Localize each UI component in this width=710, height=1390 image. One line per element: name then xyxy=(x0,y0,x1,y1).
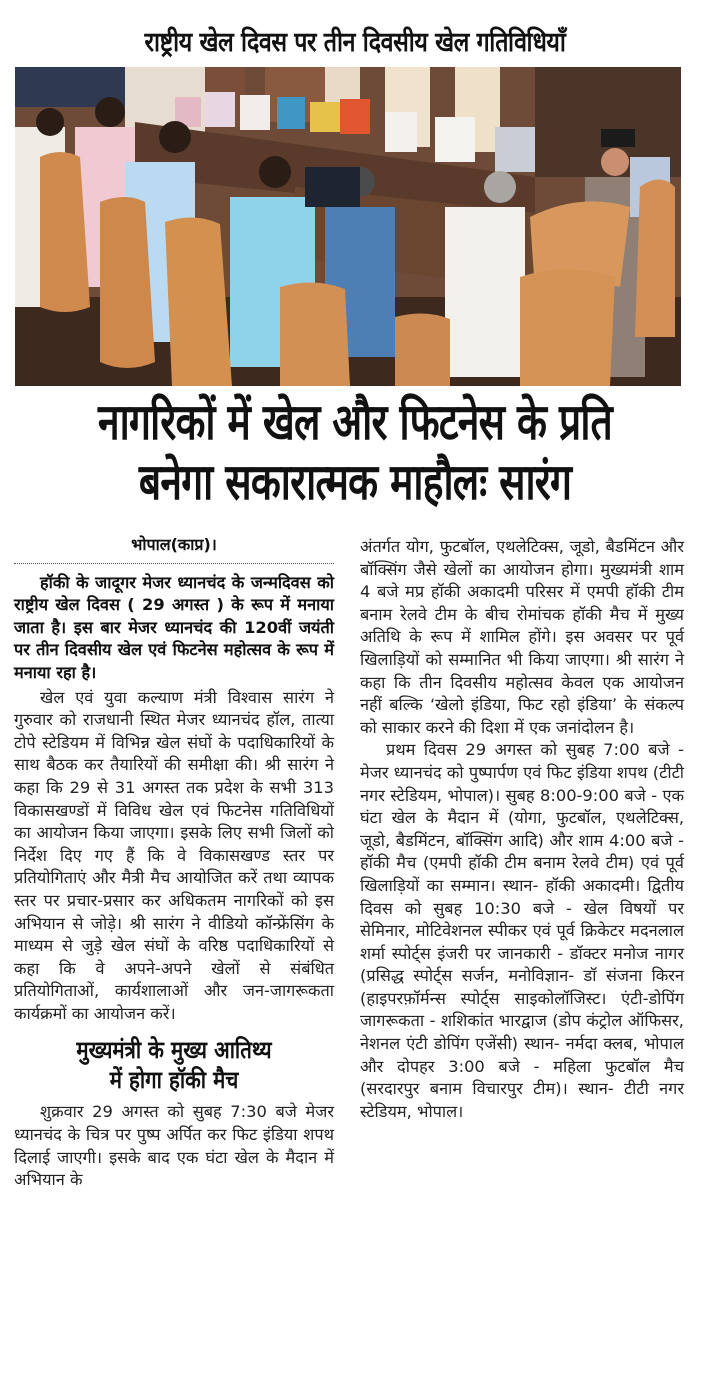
subheading-line-2: में होगा हॉकी मैच xyxy=(109,1066,239,1095)
meeting-photo xyxy=(15,67,681,386)
left-column xyxy=(14,534,334,1192)
right-column xyxy=(360,536,684,1123)
main-headline xyxy=(0,392,710,512)
body-paragraph: अंतर्गत योग, फुटबॉल, एथलेटिक्स, जूडो, बैडमिंटन और बॉक्सिंग जैसे खेलों का आयोजन होगा। मुख्यमंत्री शाम 4 बजे मप्र हॉकी अकादमी परिसर में एमपी हॉकी टीम बनाम रेलवे टीम के बीच रोमांचक हॉकी मैच में मुख्य अतिथि के रूप में शामिल होंगे। इस अवसर पर पूर्व खिलाड़ियों को सम्मानित भी किया जाएगा। श्री सारंग ने कहा कि तीन दिवसीय महोत्सव केवल एक आयोजन नहीं बल्कि ‘खेलो इंडिया, फिट रहो इंडिया’ के संकल्प को साकार करने की दिशा में एक जनांदोलन है। xyxy=(360,537,684,737)
dateline: भोपाल(काप्र)। xyxy=(131,535,217,554)
meeting-photo-illustration xyxy=(15,67,681,386)
divider xyxy=(14,563,334,564)
headline-line-2: बनेगा सकारात्मक माहौलः सारंग xyxy=(138,453,572,511)
subheading-line-1: मुख्यमंत्री के मुख्य आतिथ्य xyxy=(76,1036,272,1065)
body-paragraph: खेल एवं युवा कल्याण मंत्री विश्वास सारंग ने गुरुवार को राजधानी स्थित मेजर ध्यानचंद हॉल, तात्या टोपे स्टेडियम में विभिन्न खेल संघों के पदाधिकारियों के साथ बैठक कर तैयारियों की समीक्षा की। श्री सारंग ने कहा कि 29 से 31 अगस्त तक प्रदेश के सभी 313 विकासखण्डों में विविध खेल एवं फिटनेस गतिविधियों का आयोजन किया जाएगा। इसके लिए सभी जिलों को निर्देश दिए गए हैं कि वे विकासखण्ड स्तर पर प्रतियोगिताएं और मैत्री मैच आयोजित करें तथा व्यापक स्तर पर प्रचार-प्रसार कर अधिकतम नागरिकों को इस अभियान से जोड़े। श्री सारंग ने वीडियो कॉन्फ्रेंसिंग के माध्यम से जुड़े खेल संघों के वरिष्ठ पदाधिकारियों से कहा कि वे अपने-अपने खेलों से संबंधित प्रतियोगिताओं, कार्यशालाओं और जन-जागरूकता कार्यक्रमों का आयोजन करें। xyxy=(14,687,334,1023)
intro-paragraph: हॉकी के जादूगर मेजर ध्यानचंद के जन्मदिवस को राष्ट्रीय खेल दिवस ( 29 अगस्त ) के रूप में मनाया जाता है। इस बार मेजर ध्यानचंद की 120वीं जयंती पर तीन दिवसीय खेल एवं फिटनेस महोत्सव के रूप में मनाया रहा है। xyxy=(14,572,334,682)
headline-line-1: नागरिकों में खेल और फिटनेस के प्रति xyxy=(98,393,612,451)
monitor xyxy=(305,167,360,207)
kicker-headline: राष्ट्रीय खेल दिवस पर तीन दिवसीय खेल गतिविधियाँ xyxy=(144,27,566,58)
schedule-paragraph: प्रथम दिवस 29 अगस्त को सुबह 7:00 बजे - मेजर ध्यानचंद को पुष्पार्पण एवं फिट इंडिया शपथ (टीटी नगर स्टेडियम, भोपाल)। सुबह 8:00-9:00 बजे - एक घंटा खेल के मैदान में (योगा, फुटबॉल, एथलेटिक्स, जूडो, बैडमिंटन, बॉक्सिंग आदि) और शाम 4:00 बजे - हॉकी मैच (एमपी हॉकी टीम बनाम रेलवे टीम) एवं पूर्व खिलाड़ियों का सम्मान। स्थान- हॉकी अकादमी। द्वितीय दिवस को सुबह 10:30 बजे - खेल विषयों पर सेमिनार, मोटिवेशनल स्पीकर एवं पूर्व क्रिकेटर मदनलाल शर्मा स्पोर्ट्स इंजरी पर जानकारी - डॉक्टर मनोज नागर (प्रसिद्ध स्पोर्ट्स सर्जन, मनोविज्ञान- डॉ संजना किरन (हाइपरफ़ॉर्मन्स स्पोर्ट्स साइकोलॉजिस्ट। एंटी-डोपिंग जागरूकता - शशिकांत भारद्वाज (डोप कंट्रोल ऑफिसर, नेशनल एंटी डोपिंग एजेंसी) स्थान- नर्मदा क्लब, भोपाल और दोपहर 3:00 बजे - महिला फुटबॉल मैच (सरदारपुर बनाम विचारपुर टीम)। स्थान- टीटी नगर स्टेडियम, भोपाल। xyxy=(360,740,684,1121)
body-paragraph: शुक्रवार 29 अगस्त को सुबह 7:30 बजे मेजर ध्यानचंद के चित्र पर पुष्प अर्पित कर फिट इंडिया शपथ दिलाई जाएगी। इसके बाद एक घंटा खेल के मैदान में अभियान के xyxy=(14,1102,334,1190)
person xyxy=(445,207,525,377)
subheading xyxy=(14,1035,334,1095)
